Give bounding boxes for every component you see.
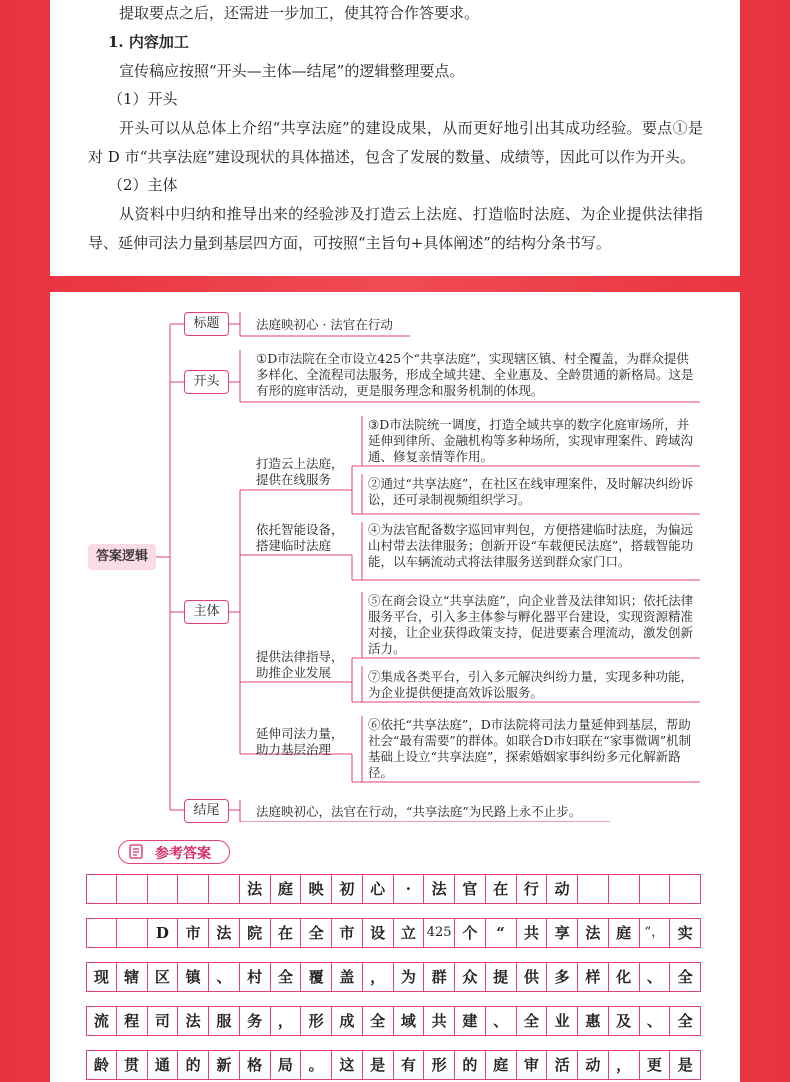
answer-grid-cell: 群 (424, 962, 455, 992)
answer-grid-cell: 活 (547, 1050, 578, 1080)
answer-grid-cell: 个 (455, 918, 486, 948)
answer-grid-cell: 、 (209, 962, 240, 992)
answer-grid-cell: 覆 (301, 962, 332, 992)
answer-grid-row (86, 962, 701, 992)
answer-grid-cell: 全 (363, 1006, 394, 1036)
answer-grid-cell: 区 (148, 962, 179, 992)
answer-grid-cell: 是 (670, 1050, 701, 1080)
node-opening-text: ①D市法院在全市设立425个“共享法庭”，实现辖区镇、村全覆盖，为群众提供多样化、全流程司法服务，形成全域共建、全业惠及、全龄贯通的新格局。这是有形的庭审活动，更是服务理念和服务机制的体现。 (256, 351, 694, 398)
answer-grid-cell (117, 918, 148, 948)
answer-grid-cell: “ (486, 918, 517, 948)
answer-grid-cell: 村 (240, 962, 271, 992)
item-2: ②通过“共享法庭”，在社区在线审理案件，及时解决纠纷诉讼，还可录制视频组织学习。 (368, 476, 694, 507)
reference-answer-header (118, 840, 230, 864)
answer-grid-cell: 成 (332, 1006, 363, 1036)
answer-grid-cell: 425 (424, 918, 455, 948)
answer-grid-cell: 形 (424, 1050, 455, 1080)
answer-grid-cell: ， (363, 962, 394, 992)
answer-grid-cell: 这 (332, 1050, 363, 1080)
answer-grid-cell: 法 (178, 1006, 209, 1036)
answer-grid-cell: 官 (455, 874, 486, 904)
heading-content-processing: 1. 内容加工 (108, 33, 189, 51)
answer-grid-cell: 动 (578, 1050, 609, 1080)
mindmap-root: 答案逻辑 (88, 544, 156, 570)
answer-grid-cell: 镇 (178, 962, 209, 992)
answer-grid-cell: 全 (670, 962, 701, 992)
sub-enterprise-guidance: 提供法律指导，助推企业发展 (256, 649, 344, 680)
answer-grid-cell: 庭 (486, 1050, 517, 1080)
answer-grid-cell: 共 (517, 918, 548, 948)
answer-grid-cell: 享 (547, 918, 578, 948)
paragraph-body: 从资料中归纳和推导出来的经验涉及打造云上法庭、打造临时法庭、为企业提供法律指导、延伸司法力量到基层四方面，可按照“主旨句+具体阐述”的结构分条书写。 (88, 205, 703, 252)
answer-grid-cell: 设 (363, 918, 394, 948)
answer-grid-cell: ， (609, 1050, 640, 1080)
paragraph-opening: 开头可以从总体上介绍“共享法庭”的建设成果，从而更好地引出其成功经验。要点①是对 D 市“共享法庭”建设现状的具体描述，包含了发展的数量、成绩等，因此可以作为开头。 (88, 119, 703, 166)
answer-grid-cell: 审 (517, 1050, 548, 1080)
node-title-text: 法庭映初心 · 法官在行动 (256, 317, 393, 332)
answer-grid-cell: 是 (363, 1050, 394, 1080)
answer-grid-cell: 法 (240, 874, 271, 904)
answer-grid-row (86, 1006, 701, 1036)
answer-grid-cell: 院 (240, 918, 271, 948)
answer-grid-cell: 司 (148, 1006, 179, 1036)
answer-grid-cell: 心 (363, 874, 394, 904)
answer-grid-cell: 庭 (609, 918, 640, 948)
node-title: 标题 (184, 312, 229, 336)
answer-grid-cell: 业 (547, 1006, 578, 1036)
heading-opening: （1）开头 (108, 90, 178, 108)
answer-grid-row (86, 918, 701, 948)
paragraph-logic: 宣传稿应按照“开头—主体—结尾”的逻辑整理要点。 (119, 62, 465, 80)
answer-grid-cell: 全 (670, 1006, 701, 1036)
answer-grid-cell: 多 (547, 962, 578, 992)
answer-grid-cell: 现 (86, 962, 117, 992)
answer-grid-cell: 建 (455, 1006, 486, 1036)
answer-grid-cell: 、 (640, 962, 671, 992)
answer-grid-cell: 供 (517, 962, 548, 992)
answer-grid-cell (609, 874, 640, 904)
answer-grid-cell: 域 (394, 1006, 425, 1036)
document-icon (128, 844, 144, 859)
answer-grid-cell: 立 (394, 918, 425, 948)
answer-grid-cell: 全 (271, 962, 302, 992)
sub-cloud-court: 打造云上法庭，提供在线服务 (256, 456, 344, 487)
answer-grid-cell: 程 (117, 1006, 148, 1036)
answer-grid-cell (670, 874, 701, 904)
node-body: 主体 (184, 600, 229, 624)
answer-grid-cell (148, 874, 179, 904)
answer-grid-cell: 共 (424, 1006, 455, 1036)
answer-grid-cell: 众 (455, 962, 486, 992)
answer-grid-cell: D (148, 918, 179, 948)
answer-grid-cell: 为 (394, 962, 425, 992)
answer-grid-cell: 法 (209, 918, 240, 948)
reference-answer-label: 参考答案 (155, 846, 211, 862)
answer-grid-cell: 辖 (117, 962, 148, 992)
answer-grid-cell: 。 (301, 1050, 332, 1080)
item-5: ⑤在商会设立“共享法庭”，向企业普及法律知识；依托法律服务平台，引入多主体参与孵化器平台建设，实现资源精准对接，让企业获得政策支持，促进要素合理流动，激发创新活力。 (368, 593, 694, 656)
answer-grid-cell (209, 874, 240, 904)
paragraph-intro: 提取要点之后，还需进一步加工，使其符合作答要求。 (119, 4, 480, 22)
answer-grid-cell: 映 (301, 874, 332, 904)
answer-grid-cell (117, 874, 148, 904)
answer-grid-cell: 更 (640, 1050, 671, 1080)
node-opening: 开头 (184, 370, 229, 394)
answer-grid-cell: 新 (209, 1050, 240, 1080)
answer-grid-cell: 服 (209, 1006, 240, 1036)
answer-grid-cell: ， (271, 1006, 302, 1036)
heading-body: （2）主体 (108, 176, 178, 194)
answer-grid-cell: 庭 (271, 874, 302, 904)
answer-grid-cell: · (394, 874, 425, 904)
answer-grid-cell (86, 874, 117, 904)
answer-grid-cell (640, 874, 671, 904)
answer-grid-cell: 在 (271, 918, 302, 948)
answer-grid-cell: 全 (301, 918, 332, 948)
answer-grid-cell: 市 (178, 918, 209, 948)
answer-grid-row (86, 1050, 701, 1080)
answer-grid-cell: 惠 (578, 1006, 609, 1036)
sub-grassroots: 延伸司法力量，助力基层治理 (256, 726, 344, 757)
answer-grid-cell: 市 (332, 918, 363, 948)
answer-grid-cell (578, 874, 609, 904)
answer-grid-cell: 的 (178, 1050, 209, 1080)
answer-grid-cell: 实 (670, 918, 701, 948)
answer-grid-cell: 及 (609, 1006, 640, 1036)
answer-grid-cell: 、 (640, 1006, 671, 1036)
sub-temporary-court: 依托智能设备，搭建临时法庭 (256, 522, 344, 553)
answer-grid-cell: 龄 (86, 1050, 117, 1080)
node-ending: 结尾 (184, 799, 229, 823)
answer-grid-cell: 格 (240, 1050, 271, 1080)
answer-grid-cell: 行 (517, 874, 548, 904)
answer-grid-cell: 流 (86, 1006, 117, 1036)
answer-grid-cell (178, 874, 209, 904)
answer-grid-cell: 、 (486, 1006, 517, 1036)
node-ending-text: 法庭映初心，法官在行动，“共享法庭”为民路上永不止步。 (256, 804, 582, 819)
answer-grid-cell: 化 (609, 962, 640, 992)
explanation-panel (50, 0, 740, 276)
answer-grid-cell (86, 918, 117, 948)
answer-grid-cell: 全 (517, 1006, 548, 1036)
item-4: ④为法官配备数字巡回审判包，方便搭建临时法庭，为偏远山村带去法律服务；创新开设“车载便民法庭”，搭载智能功能，以车辆流动式将法律服务送到群众家门口。 (368, 522, 694, 569)
answer-grid-cell: 法 (424, 874, 455, 904)
item-7: ⑦集成各类平台，引入多元解决纠纷力量，实现多种功能，为企业提供便捷高效诉讼服务。 (368, 669, 694, 700)
answer-grid-cell: 在 (486, 874, 517, 904)
answer-panel (50, 292, 740, 1082)
answer-grid-cell: 局 (271, 1050, 302, 1080)
item-6: ⑥依托“共享法庭”，D市法院将司法力量延伸到基层，帮助社会“最有需要”的群体。如联合D市妇联在“家事微调”机制基础上设立“共享法庭”，探索婚姻家事纠纷多元化解新路径。 (368, 717, 692, 780)
answer-grid-cell: 通 (148, 1050, 179, 1080)
answer-grid-cell: 盖 (332, 962, 363, 992)
answer-grid-cell: 初 (332, 874, 363, 904)
answer-grid-cell: 动 (547, 874, 578, 904)
answer-grid-cell: 样 (578, 962, 609, 992)
answer-grid-cell: 务 (240, 1006, 271, 1036)
answer-grid-cell: 提 (486, 962, 517, 992)
answer-grid-cell: 的 (455, 1050, 486, 1080)
answer-grid-cell: 有 (394, 1050, 425, 1080)
answer-grid-row (86, 874, 701, 904)
answer-logic-mindmap (50, 292, 740, 822)
answer-grid-cell: ”， (640, 918, 671, 948)
item-3: ③D市法院统一调度，打造全域共享的数字化庭审场所，并延伸到律所、金融机构等多种场所，实现审理案件、跨域沟通、修复亲情等作用。 (368, 417, 694, 464)
answer-grid-cell: 法 (578, 918, 609, 948)
answer-grid-cell: 形 (301, 1006, 332, 1036)
answer-grid-cell: 贯 (117, 1050, 148, 1080)
